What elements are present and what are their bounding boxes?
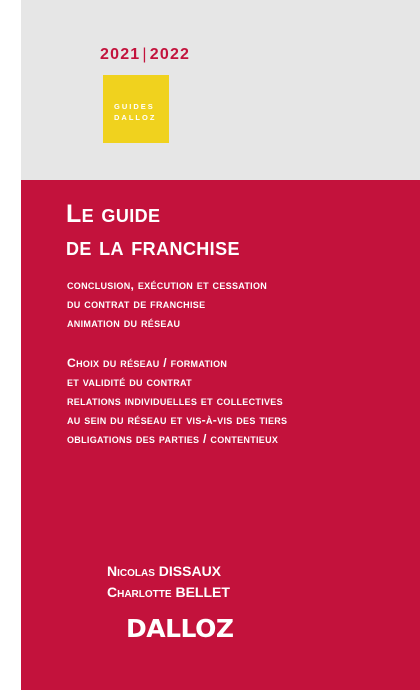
edition-year-start: 2021 — [100, 46, 141, 63]
book-title — [66, 198, 240, 264]
title-line-2: de la franchise — [66, 233, 240, 261]
edition-year-end: 2022 — [149, 46, 191, 63]
edition-separator: | — [142, 46, 148, 63]
topic-line: au sein du réseau et vis-à-vis des tiers — [67, 413, 288, 427]
subtitle-line: du contrat de franchise — [67, 297, 206, 311]
badge-line-1: GUIDES — [114, 102, 155, 111]
publisher-logo: DALLOZ — [126, 614, 234, 643]
subtitle-line: animation du réseau — [67, 316, 181, 330]
authors-block — [107, 561, 230, 603]
author-last-name: BELLET — [175, 584, 230, 600]
author-first-name: Charlotte — [107, 584, 172, 600]
book-cover — [21, 0, 420, 690]
topics-block — [67, 354, 287, 449]
author-first-name: Nicolas — [107, 563, 155, 579]
topic-line: Choix du réseau / formation — [67, 356, 228, 370]
author-name — [107, 561, 230, 582]
author-last-name: DISSAUX — [158, 563, 222, 579]
edition-years — [100, 46, 190, 64]
cover-top-panel — [21, 0, 420, 180]
guides-dalloz-badge — [103, 75, 169, 143]
subtitle-block — [67, 276, 267, 333]
subtitle-line: conclusion, exécution et cessation — [67, 278, 268, 292]
topic-line: et validité du contrat — [67, 375, 192, 389]
author-name — [107, 582, 230, 603]
topic-line: obligations des parties / contentieux — [67, 432, 279, 446]
topic-line: relations individuelles et collectives — [67, 394, 283, 408]
title-line-1: Le guide — [66, 200, 161, 228]
badge-line-2: DALLOZ — [114, 113, 157, 122]
